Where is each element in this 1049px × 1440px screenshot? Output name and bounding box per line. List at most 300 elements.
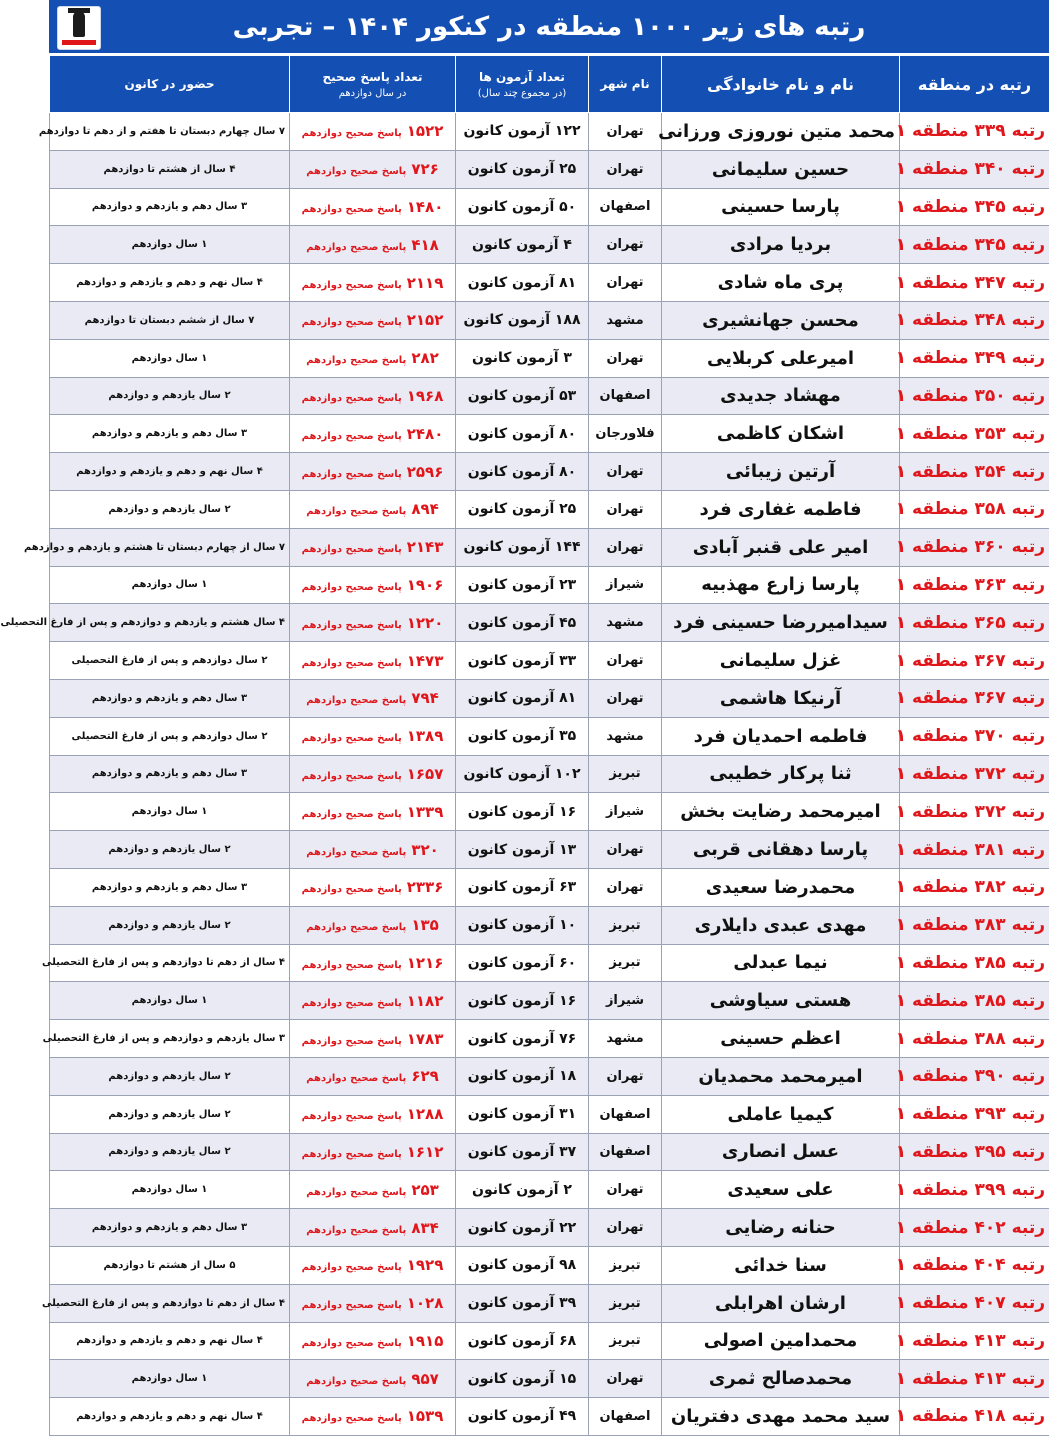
exams-cell: ۱۰ آزمون کانون (456, 906, 589, 944)
correct-label: پاسخ صحیح دوازدهم (306, 1186, 407, 1198)
rank-cell: رتبه ۴۰۴ منطقه ۱ (900, 1246, 1049, 1284)
correct-label: پاسخ صحیح دوازدهم (306, 506, 407, 518)
correct-count: ۸۳۴ (411, 1218, 439, 1237)
correct-label: پاسخ صحیح دوازدهم (301, 1262, 402, 1274)
correct-cell (290, 868, 456, 906)
correct-cell (290, 1057, 456, 1095)
table-row (50, 113, 1049, 151)
name-cell: امیر علی قنبر آبادی (662, 528, 900, 566)
rank-cell: رتبه ۳۵۳ منطقه ۱ (900, 415, 1049, 453)
rank-cell: رتبه ۳۸۱ منطقه ۱ (900, 831, 1049, 869)
correct-count: ۱۹۰۶ (406, 575, 444, 594)
correct-cell (290, 226, 456, 264)
name-cell: امیرمحمد رضایت بخش (662, 793, 900, 831)
correct-cell (290, 339, 456, 377)
correct-count: ۱۲۲۰ (406, 613, 444, 632)
header-exams-sub: (در مجموع چند سال) (477, 87, 567, 99)
correct-count: ۱۰۲۸ (406, 1294, 444, 1313)
attendance-cell: ۳ سال یازدهم و دوازدهم و پس از فارغ التحصیلی (50, 1020, 290, 1058)
exams-cell: ۴۵ آزمون کانون (456, 604, 589, 642)
attendance-cell: ۳ سال دهم و یازدهم و دوازدهم (50, 415, 290, 453)
correct-label: پاسخ صحیح دوازدهم (306, 846, 407, 858)
correct-label: پاسخ صحیح دوازدهم (301, 657, 402, 669)
correct-label: پاسخ صحیح دوازدهم (301, 279, 402, 291)
rank-cell: رتبه ۳۴۵ منطقه ۱ (900, 188, 1049, 226)
table-header-row (50, 56, 1049, 113)
exams-cell: ۸۱ آزمون کانون (456, 679, 589, 717)
correct-label: پاسخ صحیح دوازدهم (301, 317, 402, 329)
correct-label: پاسخ صحیح دوازدهم (301, 808, 402, 820)
exams-cell: ۱۰۲ آزمون کانون (456, 755, 589, 793)
table-row (50, 1171, 1049, 1209)
correct-count: ۴۱۸ (411, 235, 439, 254)
table-row (50, 679, 1049, 717)
correct-count: ۱۶۵۷ (406, 764, 444, 783)
correct-count: ۱۱۸۲ (406, 991, 444, 1010)
rank-cell: رتبه ۳۶۳ منطقه ۱ (900, 566, 1049, 604)
table-row (50, 150, 1049, 188)
rank-cell: رتبه ۴۱۸ منطقه ۱ (900, 1398, 1049, 1436)
title-bar (49, 0, 1049, 55)
city-cell: اصفهان (589, 188, 662, 226)
exams-cell: ۱۸ آزمون کانون (456, 1057, 589, 1095)
correct-cell (290, 377, 456, 415)
attendance-cell: ۲ سال یازدهم و دوازدهم (50, 1057, 290, 1095)
correct-cell (290, 150, 456, 188)
city-cell: اصفهان (589, 1095, 662, 1133)
correct-cell (290, 188, 456, 226)
exams-cell: ۶۳ آزمون کانون (456, 868, 589, 906)
name-cell: محمد متین نوروزی ورزانی (662, 113, 900, 151)
name-cell: مهشاد جدیدی (662, 377, 900, 415)
correct-count: ۱۴۷۳ (406, 651, 444, 670)
city-cell: تهران (589, 1171, 662, 1209)
correct-count: ۲۴۸۰ (406, 424, 444, 443)
name-cell: ثنا پرکار خطیبی (662, 755, 900, 793)
correct-cell (290, 113, 456, 151)
correct-cell (290, 1284, 456, 1322)
attendance-cell: ۲ سال یازدهم و دوازدهم (50, 1095, 290, 1133)
table-row (50, 604, 1049, 642)
city-cell: تهران (589, 679, 662, 717)
city-cell: شیراز (589, 566, 662, 604)
name-cell: امیرمحمد محمدیان (662, 1057, 900, 1095)
table-row (50, 226, 1049, 264)
correct-count: ۲۱۱۹ (406, 273, 444, 292)
correct-label: پاسخ صحیح دوازدهم (301, 1035, 402, 1047)
city-cell: تهران (589, 339, 662, 377)
exams-cell: ۱۶ آزمون کانون (456, 982, 589, 1020)
table-row (50, 755, 1049, 793)
attendance-cell: ۱ سال دوازدهم (50, 793, 290, 831)
table-row (50, 868, 1049, 906)
exams-cell: ۹۸ آزمون کانون (456, 1246, 589, 1284)
correct-label: پاسخ صحیح دوازدهم (301, 128, 402, 140)
table-row (50, 1246, 1049, 1284)
correct-label: پاسخ صحیح دوازدهم (306, 1375, 407, 1387)
correct-count: ۶۲۹ (411, 1067, 439, 1086)
rank-cell: رتبه ۳۹۵ منطقه ۱ (900, 1133, 1049, 1171)
exams-cell: ۸۱ آزمون کانون (456, 264, 589, 302)
exams-cell: ۱۵ آزمون کانون (456, 1360, 589, 1398)
correct-label: پاسخ صحیح دوازدهم (306, 241, 407, 253)
correct-label: پاسخ صحیح دوازدهم (306, 166, 407, 178)
table-row (50, 188, 1049, 226)
attendance-cell: ۵ سال از هشتم تا دوازدهم (50, 1246, 290, 1284)
correct-count: ۱۴۸۰ (406, 197, 444, 216)
rank-cell: رتبه ۳۴۹ منطقه ۱ (900, 339, 1049, 377)
attendance-cell: ۳ سال دهم و یازدهم و دوازدهم (50, 868, 290, 906)
correct-cell (290, 415, 456, 453)
city-cell: مشهد (589, 301, 662, 339)
exams-cell: ۵۳ آزمون کانون (456, 377, 589, 415)
table-row (50, 453, 1049, 491)
table-row (50, 1095, 1049, 1133)
correct-cell (290, 906, 456, 944)
exams-cell: ۱۴۴ آزمون کانون (456, 528, 589, 566)
rank-cell: رتبه ۳۴۰ منطقه ۱ (900, 150, 1049, 188)
city-cell: تبریز (589, 1246, 662, 1284)
correct-cell (290, 1020, 456, 1058)
city-cell: تهران (589, 1360, 662, 1398)
name-cell: پارسا حسینی (662, 188, 900, 226)
table-body (0, 113, 1049, 1436)
correct-label: پاسخ صحیح دوازدهم (301, 1111, 402, 1123)
name-cell: کیمیا عاملی (662, 1095, 900, 1133)
city-cell: تهران (589, 1057, 662, 1095)
correct-cell (290, 1209, 456, 1247)
name-cell: نیما عبدلی (662, 944, 900, 982)
attendance-cell: ۱ سال دوازدهم (50, 566, 290, 604)
table-row (50, 566, 1049, 604)
attendance-cell: ۳ سال دهم و یازدهم و دوازدهم (50, 755, 290, 793)
city-cell: تهران (589, 528, 662, 566)
correct-cell (290, 490, 456, 528)
rank-cell: رتبه ۳۵۰ منطقه ۱ (900, 377, 1049, 415)
rank-cell: رتبه ۳۵۸ منطقه ۱ (900, 490, 1049, 528)
name-cell: محمدرضا سعیدی (662, 868, 900, 906)
city-cell: تبریز (589, 1284, 662, 1322)
correct-label: پاسخ صحیح دوازدهم (301, 959, 402, 971)
correct-count: ۲۳۳۶ (406, 878, 444, 897)
rank-cell: رتبه ۳۸۸ منطقه ۱ (900, 1020, 1049, 1058)
name-cell: فاطمه غفاری فرد (662, 490, 900, 528)
correct-label: پاسخ صحیح دوازدهم (301, 581, 402, 593)
correct-label: پاسخ صحیح دوازدهم (301, 770, 402, 782)
correct-label: پاسخ صحیح دوازدهم (306, 1224, 407, 1236)
correct-cell (290, 1095, 456, 1133)
rank-cell: رتبه ۳۷۲ منطقه ۱ (900, 793, 1049, 831)
name-cell: محمدصالح ثمری (662, 1360, 900, 1398)
exams-cell: ۳۱ آزمون کانون (456, 1095, 589, 1133)
correct-count: ۱۷۸۳ (406, 1029, 444, 1048)
correct-count: ۹۵۷ (411, 1369, 439, 1388)
table-row (50, 1398, 1049, 1436)
city-cell: تبریز (589, 755, 662, 793)
rank-cell: رتبه ۳۹۳ منطقه ۱ (900, 1095, 1049, 1133)
correct-label: پاسخ صحیح دوازدهم (301, 392, 402, 404)
correct-count: ۲۵۳ (411, 1180, 439, 1199)
table-row (50, 339, 1049, 377)
city-cell: مشهد (589, 1020, 662, 1058)
exams-cell: ۴ آزمون کانون (456, 226, 589, 264)
correct-label: پاسخ صحیح دوازدهم (301, 544, 402, 556)
table-row (50, 1322, 1049, 1360)
city-cell: تهران (589, 453, 662, 491)
correct-count: ۱۹۲۹ (406, 1256, 444, 1275)
correct-label: پاسخ صحیح دوازدهم (301, 884, 402, 896)
name-cell: بردیا مرادی (662, 226, 900, 264)
exams-cell: ۲۲ آزمون کانون (456, 1209, 589, 1247)
correct-label: پاسخ صحیح دوازدهم (301, 1300, 402, 1312)
name-cell: عسل انصاری (662, 1133, 900, 1171)
city-cell: تهران (589, 868, 662, 906)
exams-cell: ۶۸ آزمون کانون (456, 1322, 589, 1360)
correct-label: پاسخ صحیح دوازدهم (301, 733, 402, 745)
table-row (50, 1057, 1049, 1095)
exams-cell: ۴۹ آزمون کانون (456, 1398, 589, 1436)
name-cell: ارشان اهرابلی (662, 1284, 900, 1322)
correct-cell (290, 944, 456, 982)
city-cell: شیراز (589, 793, 662, 831)
table-row (50, 831, 1049, 869)
rank-cell: رتبه ۴۱۳ منطقه ۱ (900, 1322, 1049, 1360)
correct-cell (290, 301, 456, 339)
attendance-cell: ۷ سال از ششم دبستان تا دوازدهم (50, 301, 290, 339)
correct-label: پاسخ صحیح دوازدهم (301, 1413, 402, 1425)
rank-cell: رتبه ۳۸۲ منطقه ۱ (900, 868, 1049, 906)
correct-count: ۱۲۸۸ (406, 1105, 444, 1124)
rank-cell: رتبه ۴۰۷ منطقه ۱ (900, 1284, 1049, 1322)
table-row (50, 982, 1049, 1020)
table-row (50, 264, 1049, 302)
city-cell: اصفهان (589, 1133, 662, 1171)
correct-count: ۲۵۹۶ (406, 462, 444, 481)
name-cell: آرنیکا هاشمی (662, 679, 900, 717)
name-cell: محسن جهانشیری (662, 301, 900, 339)
rank-cell: رتبه ۴۱۳ منطقه ۱ (900, 1360, 1049, 1398)
rank-cell: رتبه ۳۹۰ منطقه ۱ (900, 1057, 1049, 1095)
exams-cell: ۳۷ آزمون کانون (456, 1133, 589, 1171)
correct-cell (290, 264, 456, 302)
exams-cell: ۷۶ آزمون کانون (456, 1020, 589, 1058)
attendance-cell: ۴ سال نهم و دهم و یازدهم و دوازدهم (50, 1398, 290, 1436)
attendance-cell: ۴ سال از دهم تا دوازدهم و پس از فارغ التحصیلی (50, 1284, 290, 1322)
attendance-cell: ۱ سال دوازدهم (50, 982, 290, 1020)
exams-cell: ۲ آزمون کانون (456, 1171, 589, 1209)
table-row (50, 642, 1049, 680)
table-row (50, 1360, 1049, 1398)
city-cell: تبریز (589, 1322, 662, 1360)
exams-cell: ۳ آزمون کانون (456, 339, 589, 377)
rank-cell: رتبه ۳۶۰ منطقه ۱ (900, 528, 1049, 566)
city-cell: تهران (589, 490, 662, 528)
attendance-cell: ۳ سال دهم و یازدهم و دوازدهم (50, 679, 290, 717)
correct-count: ۱۹۶۸ (406, 386, 444, 405)
city-cell: تهران (589, 642, 662, 680)
correct-label: پاسخ صحیح دوازدهم (306, 1073, 407, 1085)
rank-cell: رتبه ۳۳۹ منطقه ۱ (900, 113, 1049, 151)
exams-cell: ۱۳ آزمون کانون (456, 831, 589, 869)
header-rank: رتبه در منطقه (900, 56, 1049, 113)
name-cell: پارسا زارع مهذبیه (662, 566, 900, 604)
table-row (50, 415, 1049, 453)
kanoon-logo-icon (57, 6, 101, 50)
exams-cell: ۲۳ آزمون کانون (456, 566, 589, 604)
exams-cell: ۳۵ آزمون کانون (456, 717, 589, 755)
correct-cell (290, 1322, 456, 1360)
exams-cell: ۸۰ آزمون کانون (456, 415, 589, 453)
table-row (50, 377, 1049, 415)
city-cell: تهران (589, 226, 662, 264)
correct-count: ۱۳۸۹ (406, 727, 444, 746)
header-name: نام و نام خانوادگی (662, 56, 900, 113)
correct-count: ۱۶۱۲ (406, 1142, 444, 1161)
attendance-cell: ۴ سال نهم و دهم و یازدهم و دوازدهم (50, 264, 290, 302)
attendance-cell: ۴ سال هشتم و یازدهم و دوازدهم و پس از فارغ التحصیلی (50, 604, 290, 642)
rank-cell: رتبه ۳۴۷ منطقه ۱ (900, 264, 1049, 302)
city-cell: مشهد (589, 717, 662, 755)
attendance-cell: ۲ سال دوازدهم و پس از فارغ التحصیلی (50, 642, 290, 680)
name-cell: محمدامین اصولی (662, 1322, 900, 1360)
exams-cell: ۸۰ آزمون کانون (456, 453, 589, 491)
name-cell: سنا خدائی (662, 1246, 900, 1284)
correct-cell (290, 831, 456, 869)
city-cell: تبریز (589, 906, 662, 944)
rank-cell: رتبه ۳۹۹ منطقه ۱ (900, 1171, 1049, 1209)
name-cell: حسین سلیمانی (662, 150, 900, 188)
attendance-cell: ۲ سال یازدهم و دوازدهم (50, 906, 290, 944)
table-row (50, 1209, 1049, 1247)
rank-cell: رتبه ۳۶۷ منطقه ۱ (900, 679, 1049, 717)
attendance-cell: ۷ سال چهارم دبستان تا هفتم و از دهم تا دوازدهم (50, 113, 290, 151)
rank-cell: رتبه ۴۰۲ منطقه ۱ (900, 1209, 1049, 1247)
table-row (50, 1020, 1049, 1058)
table-row (50, 301, 1049, 339)
table-row (50, 490, 1049, 528)
attendance-cell: ۴ سال نهم و دهم و یازدهم و دوازدهم (50, 1322, 290, 1360)
page-title: رتبه های زیر ۱۰۰۰ منطقه در کنکور ۱۴۰۴ – تجربی (232, 11, 866, 42)
correct-label: پاسخ صحیح دوازدهم (301, 468, 402, 480)
correct-count: ۱۵۳۹ (406, 1407, 444, 1426)
rank-cell: رتبه ۳۶۷ منطقه ۱ (900, 642, 1049, 680)
name-cell: حنانه رضایی (662, 1209, 900, 1247)
correct-label: پاسخ صحیح دوازدهم (301, 1148, 402, 1160)
correct-cell (290, 566, 456, 604)
attendance-cell: ۱ سال دوازدهم (50, 1171, 290, 1209)
header-attendance: حضور در کانون (50, 56, 290, 113)
correct-cell (290, 642, 456, 680)
correct-cell (290, 982, 456, 1020)
rank-cell: رتبه ۳۴۵ منطقه ۱ (900, 226, 1049, 264)
table-row (50, 1133, 1049, 1171)
name-cell: هستی سیاوشی (662, 982, 900, 1020)
correct-count: ۸۹۴ (411, 500, 439, 519)
name-cell: فاطمه احمدیان فرد (662, 717, 900, 755)
city-cell: اصفهان (589, 1398, 662, 1436)
city-cell: تهران (589, 831, 662, 869)
correct-label: پاسخ صحیح دوازدهم (306, 355, 407, 367)
rank-cell: رتبه ۳۸۵ منطقه ۱ (900, 944, 1049, 982)
correct-label: پاسخ صحیح دوازدهم (301, 203, 402, 215)
correct-cell (290, 793, 456, 831)
header-correct: تعداد پاسخ صحیح در سال دوازدهم (290, 56, 456, 113)
correct-count: ۲۱۵۲ (406, 311, 444, 330)
header-correct-sub: در سال دوازدهم (338, 87, 407, 99)
name-cell: امیرعلی کربلایی (662, 339, 900, 377)
attendance-cell: ۲ سال یازدهم و دوازدهم (50, 831, 290, 869)
exams-cell: ۶۰ آزمون کانون (456, 944, 589, 982)
name-cell: اعظم حسینی (662, 1020, 900, 1058)
attendance-cell: ۲ سال یازدهم و دوازدهم (50, 1133, 290, 1171)
attendance-cell: ۱ سال دوازدهم (50, 226, 290, 264)
rank-cell: رتبه ۳۴۸ منطقه ۱ (900, 301, 1049, 339)
correct-cell (290, 453, 456, 491)
city-cell: تهران (589, 150, 662, 188)
correct-count: ۲۸۲ (411, 349, 439, 368)
name-cell: غزل سلیمانی (662, 642, 900, 680)
table-row (50, 717, 1049, 755)
correct-cell (290, 1246, 456, 1284)
correct-label: پاسخ صحیح دوازدهم (306, 695, 407, 707)
correct-count: ۷۹۴ (411, 689, 439, 708)
exams-cell: ۲۵ آزمون کانون (456, 490, 589, 528)
header-city: نام شهر (589, 56, 662, 113)
attendance-cell: ۴ سال از دهم تا دوازدهم و پس از فارغ التحصیلی (50, 944, 290, 982)
correct-count: ۱۹۱۵ (406, 1331, 444, 1350)
correct-count: ۱۳۵ (411, 916, 439, 935)
correct-count: ۷۲۶ (411, 160, 439, 179)
attendance-cell: ۷ سال از چهارم دبستان تا هشتم و یازدهم و دوازدهم (50, 528, 290, 566)
attendance-cell: ۱ سال دوازدهم (50, 339, 290, 377)
city-cell: تهران (589, 113, 662, 151)
correct-label: پاسخ صحیح دوازدهم (301, 430, 402, 442)
table-row (50, 528, 1049, 566)
exams-cell: ۱۸۸ آزمون کانون (456, 301, 589, 339)
correct-count: ۱۲۱۶ (406, 953, 444, 972)
city-cell: تبریز (589, 944, 662, 982)
correct-count: ۱۵۲۲ (406, 122, 444, 141)
name-cell: سید محمد مهدی دفتریان (662, 1398, 900, 1436)
correct-label: پاسخ صحیح دوازدهم (301, 1337, 402, 1349)
correct-cell (290, 528, 456, 566)
rank-cell: رتبه ۳۷۰ منطقه ۱ (900, 717, 1049, 755)
rank-cell: رتبه ۳۸۳ منطقه ۱ (900, 906, 1049, 944)
name-cell: پارسا دهقانی قربی (662, 831, 900, 869)
exams-cell: ۱۶ آزمون کانون (456, 793, 589, 831)
exams-cell: ۳۳ آزمون کانون (456, 642, 589, 680)
exams-cell: ۵۰ آزمون کانون (456, 188, 589, 226)
name-cell: اشکان کاظمی (662, 415, 900, 453)
name-cell: سیدامیررضا حسینی فرد (662, 604, 900, 642)
name-cell: پری ماه شادی (662, 264, 900, 302)
attendance-cell: ۳ سال دهم و یازدهم و دوازدهم (50, 1209, 290, 1247)
city-cell: مشهد (589, 604, 662, 642)
rank-cell: رتبه ۳۸۵ منطقه ۱ (900, 982, 1049, 1020)
correct-count: ۳۲۰ (411, 840, 439, 859)
correct-cell (290, 1171, 456, 1209)
city-cell: اصفهان (589, 377, 662, 415)
table-row (50, 944, 1049, 982)
correct-label: پاسخ صحیح دوازدهم (306, 922, 407, 934)
correct-count: ۲۱۴۳ (406, 538, 444, 557)
correct-label: پاسخ صحیح دوازدهم (301, 997, 402, 1009)
city-cell: تهران (589, 1209, 662, 1247)
correct-cell (290, 679, 456, 717)
city-cell: فلاورجان (589, 415, 662, 453)
table-row (50, 1284, 1049, 1322)
rank-cell: رتبه ۳۵۴ منطقه ۱ (900, 453, 1049, 491)
